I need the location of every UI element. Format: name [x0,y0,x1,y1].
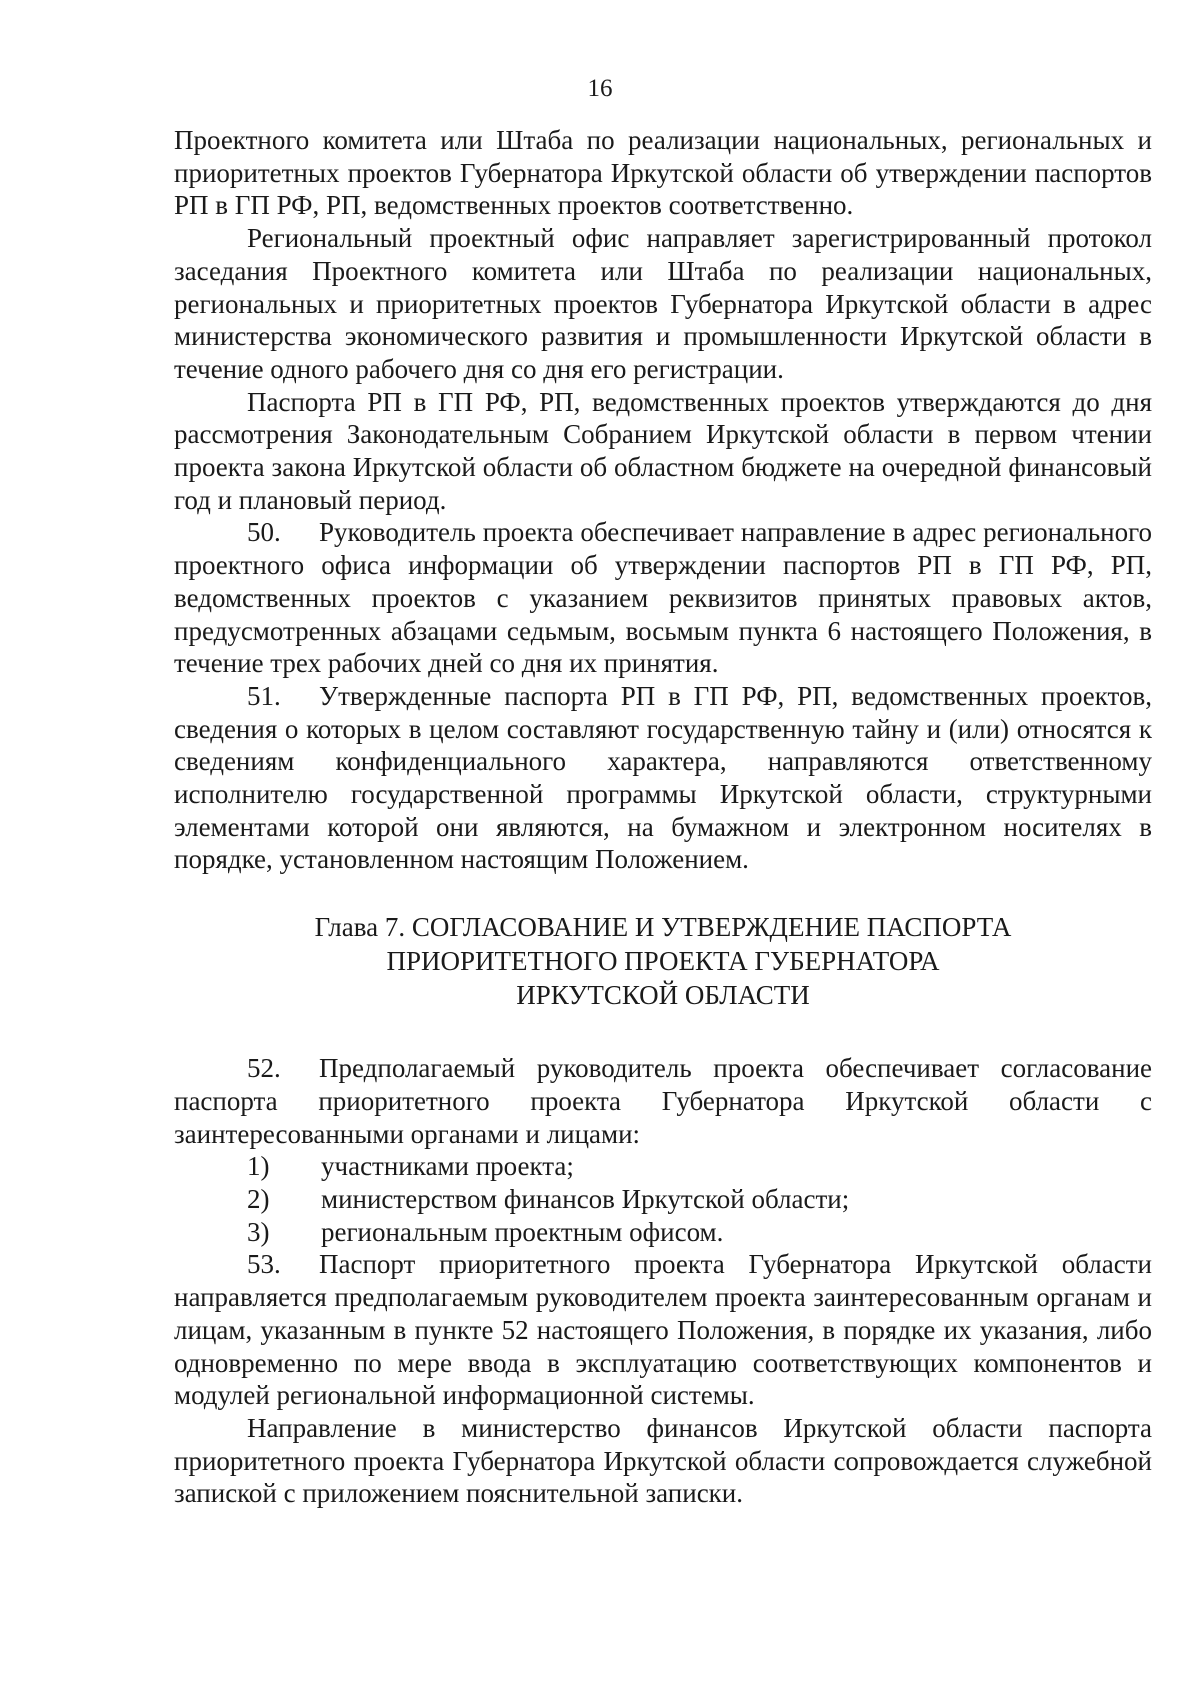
clause-text: Руководитель проекта обеспечивает направление в адрес регионального проектного офиса информации об утверждении паспортов РП в ГП РФ, РП, ведомственных проектов с указанием реквизитов принятых правовых актов, предусмотренных абзацами седьмым, восьмым пункта 6 настоящего Положения, в течение трех рабочих дней со дня их принятия. [174,517,1152,679]
list-item-number: 2) [247,1183,270,1214]
clause-51 [174,680,1152,876]
chapter-heading [174,910,1152,1012]
clause-number: 52. [247,1053,281,1084]
page-number: 16 [587,75,613,102]
document-body [174,124,1152,1510]
list-item [174,1150,1152,1183]
clause-text: Паспорт приоритетного проекта Губернатора Иркутской области направляется предполагаемым руководителем проекта заинтересованным органам и лицам, указанным в пункте 52 настоящего Положения, в порядке их указания, либо одновременно по мере ввода в эксплуатацию соответствующих компонентов и модулей региональной информационной системы. [174,1249,1152,1411]
paragraph-passport-approval: Паспорта РП в ГП РФ, РП, ведомственных проектов утверждаются до дня рассмотрения Законодательным Собранием Иркутской области в первом чтении проекта закона Иркутской области об областном бюджете на очередной финансовый год и плановый период. [174,386,1152,515]
chapter-heading-line: Глава 7. СОГЛАСОВАНИЕ И УТВЕРЖДЕНИЕ ПАСПОРТА [314,912,1012,943]
clause-52 [174,1052,1152,1150]
chapter-heading-line: ИРКУТСКОЙ ОБЛАСТИ [516,980,810,1011]
list-item-text: региональным проектным офисом. [321,1216,724,1247]
list-item-number: 3) [247,1216,270,1247]
clause-50 [174,516,1152,680]
clause-number: 53. [247,1249,281,1280]
paragraph-protocol: Региональный проектный офис направляет зарегистрированный протокол заседания Проектного комитета или Штаба по реализации национальных, региональных и приоритетных проектов Губернатора Иркутской области в адрес министерства экономического развития и промышленности Иркутской области в течение одного рабочего дня со дня его регистрации. [174,223,1152,384]
paragraph-final: Направление в министерство финансов Иркутской области паспорта приоритетного проекта Губернатора Иркутской области сопровождается служебной запиской с приложением пояснительной записки. [174,1412,1152,1509]
list-item [174,1216,1152,1249]
list-item-number: 1) [247,1151,270,1182]
chapter-heading-line: ПРИОРИТЕТНОГО ПРОЕКТА ГУБЕРНАТОРА [386,946,940,977]
list-item-text: участниками проекта; [321,1151,574,1182]
paragraph-continuation: Проектного комитета или Штаба по реализации национальных, региональных и приоритетных проектов Губернатора Иркутской области об утверждении паспортов РП в ГП РФ, РП, ведомственных проектов соответственно. [174,125,1152,221]
clause-number: 50. [247,517,281,548]
clause-text: Утвержденные паспорта РП в ГП РФ, РП, ведомственных проектов, сведения о которых в целом составляют государственную тайну и (или) относятся к сведениям конфиденциального характера, направляются ответственному исполнителю государственной программы Иркутской области, структурными элементами которой они являются, на бумажном и электронном носителях в порядке, установленном настоящим Положением. [174,680,1152,875]
clause-text: Предполагаемый руководитель проекта обеспечивает согласование паспорта приоритетного проекта Губернатора Иркутской области с заинтересованными органами и лицами: [174,1053,1152,1149]
clause-53 [174,1248,1152,1412]
list-item-text: министерством финансов Иркутской области; [321,1183,850,1214]
clause-number: 51. [247,680,281,711]
list-item [174,1183,1152,1216]
